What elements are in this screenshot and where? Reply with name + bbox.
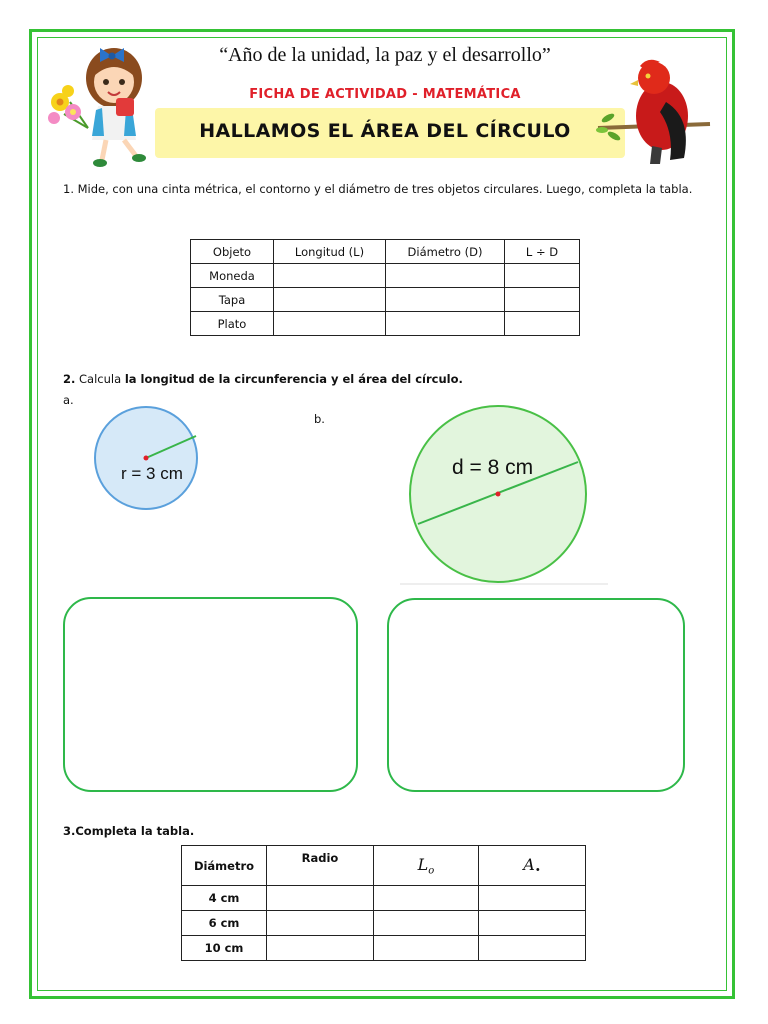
table-header-cell: Longitud (L) — [274, 240, 386, 264]
table-row — [191, 288, 580, 312]
answer-cell[interactable] — [479, 911, 586, 936]
row-label: Tapa — [191, 288, 274, 312]
bird-illustration — [590, 52, 715, 168]
answer-box-a[interactable] — [63, 597, 358, 792]
question-2-text — [63, 372, 463, 386]
answer-cell[interactable] — [505, 312, 580, 336]
circle-b-figure — [398, 400, 610, 586]
center-dot — [144, 456, 149, 461]
circle-a-figure — [88, 398, 208, 518]
year-motto: “Año de la unidad, la paz y el desarrollo” — [219, 44, 551, 66]
length-symbol: L — [417, 854, 429, 874]
circle-values-table — [181, 845, 586, 961]
row-label: Moneda — [191, 264, 274, 288]
answer-cell[interactable] — [479, 936, 586, 961]
row-label: Plato — [191, 312, 274, 336]
table-header-cell: L ÷ D — [505, 240, 580, 264]
table-header-cell: Radio — [267, 846, 374, 886]
table-header-cell — [374, 846, 479, 886]
area-subscript: • — [534, 865, 541, 877]
answer-cell[interactable] — [267, 886, 374, 911]
table-row — [191, 264, 580, 288]
answer-cell[interactable] — [386, 264, 505, 288]
answer-cell[interactable] — [386, 288, 505, 312]
question-1-text: 1. Mide, con una cinta métrica, el contorno y el diámetro de tres objetos circulares. Luego, completa la tabla. — [63, 182, 693, 196]
answer-cell[interactable] — [267, 911, 374, 936]
center-dot — [496, 492, 501, 497]
girl-illustration — [40, 36, 160, 170]
table-header-cell: Diámetro — [182, 846, 267, 886]
table-row — [182, 886, 586, 911]
answer-cell[interactable] — [274, 288, 386, 312]
question-2-lead: Calcula — [75, 372, 125, 386]
length-subscript: o — [428, 865, 435, 877]
answer-cell[interactable] — [374, 886, 479, 911]
page-title: HALLAMOS EL ÁREA DEL CÍRCULO — [199, 120, 571, 142]
row-label: 6 cm — [182, 911, 267, 936]
label-b: b. — [314, 412, 325, 426]
answer-box-b[interactable] — [387, 598, 685, 792]
answer-cell[interactable] — [274, 312, 386, 336]
answer-cell[interactable] — [267, 936, 374, 961]
table-header-cell: Diámetro (D) — [386, 240, 505, 264]
measurement-table — [190, 239, 580, 336]
answer-cell[interactable] — [505, 288, 580, 312]
row-label: 4 cm — [182, 886, 267, 911]
table-header-cell: Objeto — [191, 240, 274, 264]
question-2-number: 2. — [63, 372, 76, 386]
question-3-text: 3.Completa la tabla. — [63, 824, 195, 838]
radius-label: r = 3 cm — [121, 464, 183, 483]
worksheet-subtitle: FICHA DE ACTIVIDAD - MATEMÁTICA — [249, 87, 521, 102]
answer-cell[interactable] — [479, 886, 586, 911]
label-a: a. — [63, 393, 74, 407]
table-header-cell — [479, 846, 586, 886]
answer-cell[interactable] — [274, 264, 386, 288]
flower-bouquet — [48, 85, 88, 128]
answer-cell[interactable] — [386, 312, 505, 336]
table-header-row — [191, 240, 580, 264]
table-header-row — [182, 846, 586, 886]
answer-cell[interactable] — [374, 936, 479, 961]
answer-cell[interactable] — [374, 911, 479, 936]
table-row — [182, 936, 586, 961]
question-2-bold: la longitud de la circunferencia y el área del círculo. — [124, 372, 463, 386]
diameter-label: d = 8 cm — [452, 456, 534, 479]
table-row — [182, 911, 586, 936]
area-symbol: A — [523, 854, 535, 874]
table-row — [191, 312, 580, 336]
answer-cell[interactable] — [505, 264, 580, 288]
row-label: 10 cm — [182, 936, 267, 961]
